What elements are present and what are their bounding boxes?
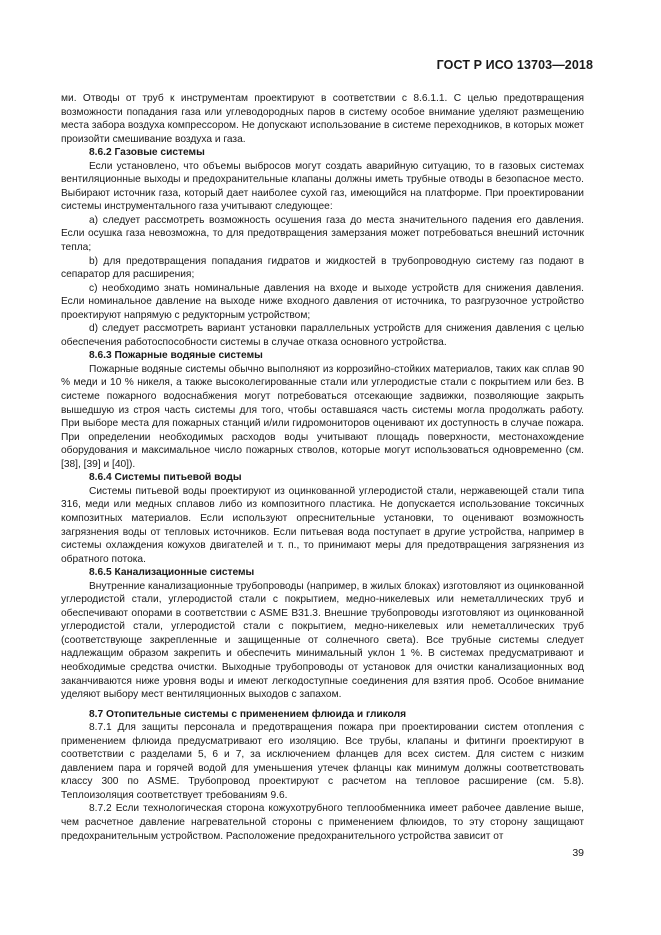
paragraph: 8.7.2 Если технологическая сторона кожухотрубного теплообменника имеет рабочее давление выше, чем расчетное давление нагревательной стороны с применением флюидов, то эту сторону защищают предохранительным устройством. Расположение предохранительного устройства зависит от	[61, 803, 584, 842]
paragraph: Внутренние канализационные трубопроводы (например, в жилых блоках) изготовляют из оцинкованной углеродистой стали, углеродистой стали с покрытием, медно-никелевых или неметаллических труб и обеспечивают опорами в соответствии с ASME B31.3. Внешние трубопроводы изготовляют из оцинкованной углеродистой стали, углеродистой стали с покрытием, медно-никелевых или неметаллических труб (соответствующе закрепленные и защищенные от солнечного света). Все трубные системы следует надлежащим образом закрепить и обеспечить минимальный уклон 1 %. В системах предусматривают и необходимые средства очистки. Выходные трубопроводы от установок для очистки канализационных вод заканчиваются ниже уровня воды и имеют легкодоступные соединения для взятия проб. Особое внимание уделяют выбору мест вентиляционных выходов с запахом.	[61, 580, 584, 701]
paragraph: 8.7.1 Для защиты персонала и предотвращения пожара при проектировании систем отопления с применением флюида предусматривают его изоляцию. Все трубы, клапаны и фитинги проектируют в соответствии с разделами 5, 6 и 7, за исключением фланцев для всех систем. Для систем с низким давлением пара и горячей водой для уменьшения утечек фланцы как минимум должны соответствовать классу 300 по ASME. Трубопровод проектируют с расчетом на тепловое расширение (см. 5.8). Теплоизоляция соответствует требованиям 9.6.	[61, 722, 584, 801]
list-item: d) следует рассмотреть вариант установки параллельных устройств для снижения давления с целью обеспечения работоспособности системы в случае отказа основного устройства.	[61, 323, 584, 348]
paragraph: ми. Отводы от труб к инструментам проектируют в соответствии с 8.6.1.1. С целью предотвращения возможности попадания газа или углеводородных паров в систему особое внимание уделяют размещению места забора воздуха компрессором. Не допускают использование в системе переходников, в которых может произойти смешивание воздуха и газа.	[61, 93, 584, 145]
section-heading: 8.7 Отопительные системы с применением флюида и гликоля	[89, 708, 407, 720]
paragraph: Пожарные водяные системы обычно выполняют из коррозийно-стойких материалов, таких как сплав 90 % меди и 10 % никеля, а также высоколегированные стали или углеродистые стали с покрытием или без. В системе пожарного водоснабжения могут потребоваться отсекающие задвижки, позволяющие закрыть вышедшую из строя часть системы для того, чтобы оставшаяся часть системы могла продолжать работу. При выборе места для пожарных станций и/или гидромониторов оценивают их доступность в случае пожара. При определении необходимых расходов воды учитывают площадь поверхности, местонахождение оборудования и максимальное число пожарных стволов, которые могут использоваться одновременно (см. [38], [39] и [40]).	[61, 363, 584, 470]
document-body	[61, 92, 584, 843]
paragraph: Если установлено, что объемы выбросов могут создать аварийную ситуацию, то в газовых системах вентиляционные выходы и предохранительные клапаны должны иметь трубные отводы в безопасное место. Выбирают источник газа, который дает наиболее сухой газ, имеющийся на платформе. При проектировании системы инструментального газа учитывают следующее:	[61, 160, 584, 213]
section-heading: 8.6.4 Системы питьевой воды	[89, 472, 242, 484]
section-heading: 8.6.2 Газовые системы	[89, 147, 205, 159]
list-item: c) необходимо знать номинальные давления на входе и выходе устройств для снижения давления. Если номинальное давление на выходе ниже входного давления от источника, то разгрузочное устройство проектируют напрямую с редукторным устройством;	[61, 282, 584, 321]
section-heading: 8.6.5 Канализационные системы	[89, 567, 255, 579]
document-header: ГОСТ Р ИСО 13703—2018	[436, 58, 593, 72]
list-item: a) следует рассмотреть возможность осушения газа до места значительного падения его давления. Если осушка газа невозможна, то для предотвращения замерзания может потребоваться внешний источник тепла;	[61, 214, 584, 254]
page-number: 39	[572, 847, 584, 859]
paragraph: Системы питьевой воды проектируют из оцинкованной углеродистой стали, нержавеющей стали типа 316, меди или медных сплавов либо из композитного пластика. Не допускается использование токсичных композитных материалов. Если используют опреснительные установки, то оценивают возможность загрязнения воды от тепловых источников. Если питьевая вода поступает в другие устройства, например в системы охлаждения кожухов двигателей и т. п., то принимают меры для предотвращения загрязнения из обратного потока.	[61, 485, 584, 565]
list-item: b) для предотвращения попадания гидратов и жидкостей в трубопроводную систему газ подают в сепаратор для расширения;	[61, 255, 584, 281]
section-heading: 8.6.3 Пожарные водяные системы	[89, 350, 263, 362]
